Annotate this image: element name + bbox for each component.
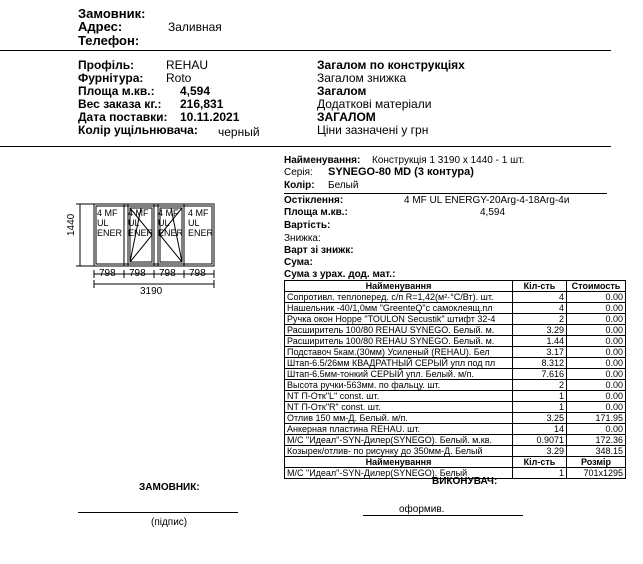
header-name: Найменування	[285, 457, 513, 468]
header-size: Розмір	[567, 457, 626, 468]
section-width: 798	[129, 268, 146, 279]
item-cost: 0.00	[567, 380, 626, 391]
item-qty: 4	[513, 303, 567, 314]
section-width: 798	[189, 268, 206, 279]
table-row	[285, 358, 626, 369]
item-name: Козырек/отлив- по рисунку до 350мм-Д. Белый	[285, 446, 513, 457]
item-cost: 0.00	[567, 336, 626, 347]
signature-label: (підпис)	[151, 517, 188, 528]
item-name: Подставоч 5кам.(30мм) Усиленый (REHAU). Бел	[285, 347, 513, 358]
table-row	[285, 391, 626, 402]
height-dimension: 1440	[66, 213, 77, 236]
item-name: М/С "Идеал"-SYN-Дилер(SYNEGO). Белый	[285, 468, 513, 479]
item-name: Анкерная пластина REHAU. шт.	[285, 424, 513, 435]
item-cost: 172.36	[567, 435, 626, 446]
grand-total: ЗАГАЛОМ	[317, 110, 376, 124]
address-value: Заливная	[168, 20, 222, 34]
item-qty: 1	[513, 468, 567, 479]
weight-value: 216,831	[180, 97, 224, 111]
item-cost: 0.00	[567, 391, 626, 402]
seal-color-label: Колір ущільнювача:	[78, 123, 198, 137]
series-value: SYNEGO-80 MD (3 контура)	[328, 166, 474, 178]
item-cost: 348.15	[567, 446, 626, 457]
item-name: Отлив 150 мм-Д. Белый. м/п.	[285, 413, 513, 424]
table-row	[285, 424, 626, 435]
item-name: NT П-Отк"L" const. шт.	[285, 391, 513, 402]
glazing-label: Остіклення:	[284, 195, 344, 206]
fittings-label: Фурнітура:	[78, 71, 144, 85]
item-qty: 14	[513, 424, 567, 435]
color-value: Белый	[328, 180, 359, 191]
customer-label: Замовник:	[78, 6, 146, 21]
table-row	[285, 435, 626, 446]
item-qty: 3.29	[513, 446, 567, 457]
section-width: 798	[159, 268, 176, 279]
item-name: Расширитель 100/80 REHAU SYNEGO. Белый. м.	[285, 325, 513, 336]
color-label: Колір:	[284, 180, 315, 191]
address-label: Адрес:	[78, 19, 123, 34]
item-cost: 0.00	[567, 402, 626, 413]
item-qty: 2	[513, 380, 567, 391]
header-name: Найменування	[285, 281, 513, 292]
area-label: Площа м.кв.:	[78, 84, 155, 98]
prices-note: Ціни зазначені у грн	[317, 123, 429, 137]
header-qty: Кіл-сть	[513, 281, 567, 292]
construction-area-label: Площа м.кв.:	[284, 207, 348, 218]
table-row	[285, 347, 626, 358]
footer-customer-label: ЗАМОВНИК:	[139, 482, 200, 493]
item-name: Штап-6.5мм-тонкий СЕРЫЙ упл. Белый. м/п.	[285, 369, 513, 380]
table-row	[285, 325, 626, 336]
table-row	[285, 292, 626, 303]
item-cost: 0.00	[567, 358, 626, 369]
item-name: Высота ручки-563мм. по фальцу. шт.	[285, 380, 513, 391]
header-qty: Кіл-сть	[513, 457, 567, 468]
header-cost: Стоимость	[567, 281, 626, 292]
glazing-value: 4 MF UL ENERGY-20Arg-4-18Arg-4и	[404, 195, 570, 206]
table-header-row	[285, 281, 626, 292]
table-row	[285, 413, 626, 424]
fittings-value: Roto	[166, 71, 192, 85]
item-name: NT П-Отк"R" const. шт.	[285, 402, 513, 413]
additional-materials: Додаткові матеріали	[317, 97, 432, 111]
construction-divider	[284, 193, 607, 194]
table-row	[285, 303, 626, 314]
item-cost: 0.00	[567, 424, 626, 435]
area-value: 4,594	[180, 84, 211, 98]
prepared-line	[363, 515, 523, 516]
table-row	[285, 402, 626, 413]
item-qty: 1.44	[513, 336, 567, 347]
seal-color-value: черный	[218, 125, 260, 139]
total: Загалом	[317, 84, 367, 98]
item-cost: 0.00	[567, 314, 626, 325]
construction-name-value: Конструкція 1 3190 x 1440 - 1 шт.	[372, 155, 525, 166]
glass-label: 4 MF UL ENER	[158, 208, 184, 238]
sum-add-label: Сума з урах. дод. мат.:	[284, 269, 396, 280]
profile-label: Профіль:	[78, 58, 135, 72]
table-row	[285, 380, 626, 391]
cost-discount-label: Варт зі знижк:	[284, 245, 354, 256]
glass-label: 4 MF UL ENER	[97, 208, 123, 238]
item-qty: 2	[513, 314, 567, 325]
info-divider	[0, 146, 611, 147]
discount-label: Знижка:	[284, 233, 321, 244]
table-row	[285, 336, 626, 347]
item-qty: 8.312	[513, 358, 567, 369]
glass-label: 4 MF UL ENER	[188, 208, 214, 238]
item-name: Сопротивл. теплоперед. с/п R=1,42(м²·°С/Вт). шт.	[285, 292, 513, 303]
total-discount: Загалом знижка	[317, 71, 407, 85]
phone-label: Телефон:	[78, 33, 140, 48]
prepared-label: оформив.	[399, 504, 445, 515]
total-constructions: Загалом по конструкціях	[317, 58, 465, 72]
item-qty: 3.17	[513, 347, 567, 358]
profile-value: REHAU	[166, 58, 209, 72]
series-label: Серія:	[284, 167, 313, 178]
delivery-date-value: 10.11.2021	[180, 110, 240, 124]
item-cost: 701x1295	[567, 468, 626, 479]
item-name: Расширитель 100/80 REHAU SYNEGO. Белый. м.	[285, 336, 513, 347]
table-header-row	[285, 457, 626, 468]
total-width: 3190	[140, 286, 163, 297]
item-name: М/С "Идеал"-SYN-Дилер(SYNEGO). Белый. м.кв.	[285, 435, 513, 446]
table-row	[285, 314, 626, 325]
weight-label: Вес заказа кг.:	[78, 97, 162, 111]
item-cost: 0.00	[567, 292, 626, 303]
item-cost: 0.00	[567, 325, 626, 336]
item-qty: 1	[513, 391, 567, 402]
item-name: Штап-6.5/26мм КВАДРАТНЫЙ СЕРЫЙ упл под пл	[285, 358, 513, 369]
signature-line	[78, 512, 238, 513]
materials-table	[284, 280, 626, 479]
header-divider	[0, 50, 611, 51]
item-qty: 7.616	[513, 369, 567, 380]
item-qty: 4	[513, 292, 567, 303]
item-cost: 0.00	[567, 347, 626, 358]
section-width: 798	[99, 268, 116, 279]
item-qty: 1	[513, 402, 567, 413]
item-cost: 0.00	[567, 303, 626, 314]
table-row	[285, 446, 626, 457]
item-name: Ручка окон Hoppe "TOULON Secustik" штифт 32-4	[285, 314, 513, 325]
delivery-date-label: Дата поставки:	[78, 110, 168, 124]
item-qty: 0.9071	[513, 435, 567, 446]
construction-area-value: 4,594	[480, 207, 506, 218]
cost-label: Вартість:	[284, 220, 331, 231]
item-qty: 3.29	[513, 325, 567, 336]
construction-name-label: Найменування:	[284, 155, 361, 166]
item-qty: 3.25	[513, 413, 567, 424]
glass-label: 4 MF UL ENER	[128, 208, 154, 238]
item-cost: 0.00	[567, 369, 626, 380]
sum-label: Сума:	[284, 257, 313, 268]
table-row	[285, 369, 626, 380]
item-cost: 171.95	[567, 413, 626, 424]
item-name: Нашельник -40/1,0мм "GreenteQ"с самоклеящ.пл	[285, 303, 513, 314]
executor-label: ВИКОНУВАЧ:	[432, 476, 498, 487]
